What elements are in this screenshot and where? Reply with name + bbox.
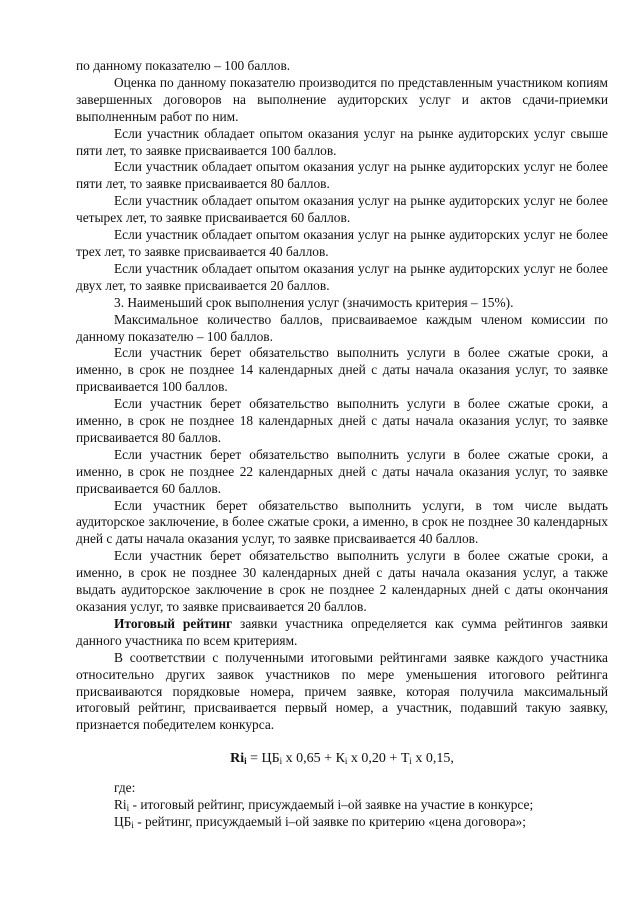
paragraph: Максимальное количество баллов, присваиваемое каждым членом комиссии по данному показателю – 100 баллов.: [76, 311, 608, 344]
paragraph: Если участник обладает опытом оказания услуг на рынке аудиторских услуг не более трех лет, то заявке присваивается 40 баллов.: [76, 227, 608, 259]
formula-term: х 0,20 + Т: [347, 751, 410, 767]
rating-formula: [76, 751, 608, 768]
ranking-paragraph: В соответствии с полученными итоговыми рейтингами заявке каждого участника относительно других заявок участников по мере уменьшения итогового рейтинга присваиваются порядковые номера, причем заявке, которая получила максимальный итоговый рейтинг, присваивается первый номер, а участник, подавший такую заявку, признается победителем конкурса.: [76, 649, 608, 733]
definition-text: - итоговый рейтинг, присуждаемый i–ой заявке на участие в конкурсе;: [129, 797, 534, 813]
definition-sub: i: [131, 819, 134, 830]
formula-term: = ЦБ: [246, 751, 280, 767]
final-rating-text: заявки участника определяется как сумма рейтингов заявки данного участника по всем критериям.: [76, 615, 608, 648]
document-page: [76, 58, 608, 831]
final-rating-term: Итоговый рейтинг: [114, 615, 233, 631]
final-rating-paragraph: [76, 616, 608, 650]
formula-sub: i: [409, 756, 412, 767]
paragraph: Если участник берет обязательство выполнить услуги в более сжатые сроки, а именно, в срок не позднее 14 календарных дней с даты начала оказания услуг, то заявке присваивается 100 баллов.: [76, 345, 608, 395]
formula-term: х 0,65 + К: [282, 751, 345, 767]
paragraph: Если участник обладает опытом оказания услуг на рынке аудиторских услуг не более двух лет, то заявке присваивается 20 баллов.: [76, 260, 608, 293]
paragraph: Если участник берет обязательство выполнить услуги в более сжатые сроки, а именно, в срок не позднее 30 календарных дней с даты начала оказания услуг, а также выдать аудиторское заключение в срок не позднее 2 календарных дней с даты окончания оказания услуг, то заявке присваивается 20 баллов.: [76, 548, 608, 614]
paragraph: Если участник обладает опытом оказания услуг на рынке аудиторских услуг свыше пяти лет, то заявке присваивается 100 баллов.: [76, 125, 608, 158]
criterion-heading: 3. Наименьший срок выполнения услуг (значимость критерия – 15%).: [114, 294, 514, 310]
paragraph: Если участник обладает опытом оказания услуг на рынке аудиторских услуг не более четырех лет, то заявке присваивается 60 баллов.: [76, 193, 608, 226]
paragraph: Если участник берет обязательство выполнить услуги в более сжатые сроки, а именно, в срок не позднее 22 календарных дней с даты начала оказания услуг, то заявке присваивается 60 баллов.: [76, 446, 608, 496]
definition-line: [76, 797, 608, 814]
formula-ri: Ri: [230, 751, 245, 767]
formula-sub: i: [344, 756, 348, 767]
definition-text: - рейтинг, присуждаемый i–ой заявке по критерию «цена договора»;: [133, 813, 526, 829]
definition-symbol: Ri: [114, 797, 127, 813]
paragraph: Если участник берет обязательство выполнить услуги, в том числе выдать аудиторское заключение, в более сжатые сроки, а именно, в срок не позднее 30 календарных дней с даты начала оказания услуг, то заявке присваивается 40 баллов.: [76, 497, 608, 547]
definition-sub: i: [126, 803, 130, 814]
definition-symbol: ЦБ: [114, 813, 132, 829]
paragraph: Если участник обладает опытом оказания услуг на рынке аудиторских услуг не более пяти лет, то заявке присваивается 80 баллов.: [76, 159, 608, 192]
formula-sub: i: [279, 756, 283, 767]
definition-line: [76, 814, 608, 831]
where-label: где:: [114, 780, 136, 796]
formula-sub: i: [244, 756, 247, 767]
paragraph: Оценка по данному показателю производится по представленным участником копиям завершенных договоров на выполнение аудиторских услуг и актов сдачи-приемки выполненным работ по ним.: [76, 74, 608, 124]
paragraph: Если участник берет обязательство выполнить услуги в более сжатые сроки, а именно, в срок не позднее 18 календарных дней с даты начала оказания услуг, то заявке присваивается 80 баллов.: [76, 396, 608, 445]
formula-term: х 0,15,: [411, 751, 454, 767]
paragraph: по данному показателю – 100 баллов.: [76, 58, 291, 73]
